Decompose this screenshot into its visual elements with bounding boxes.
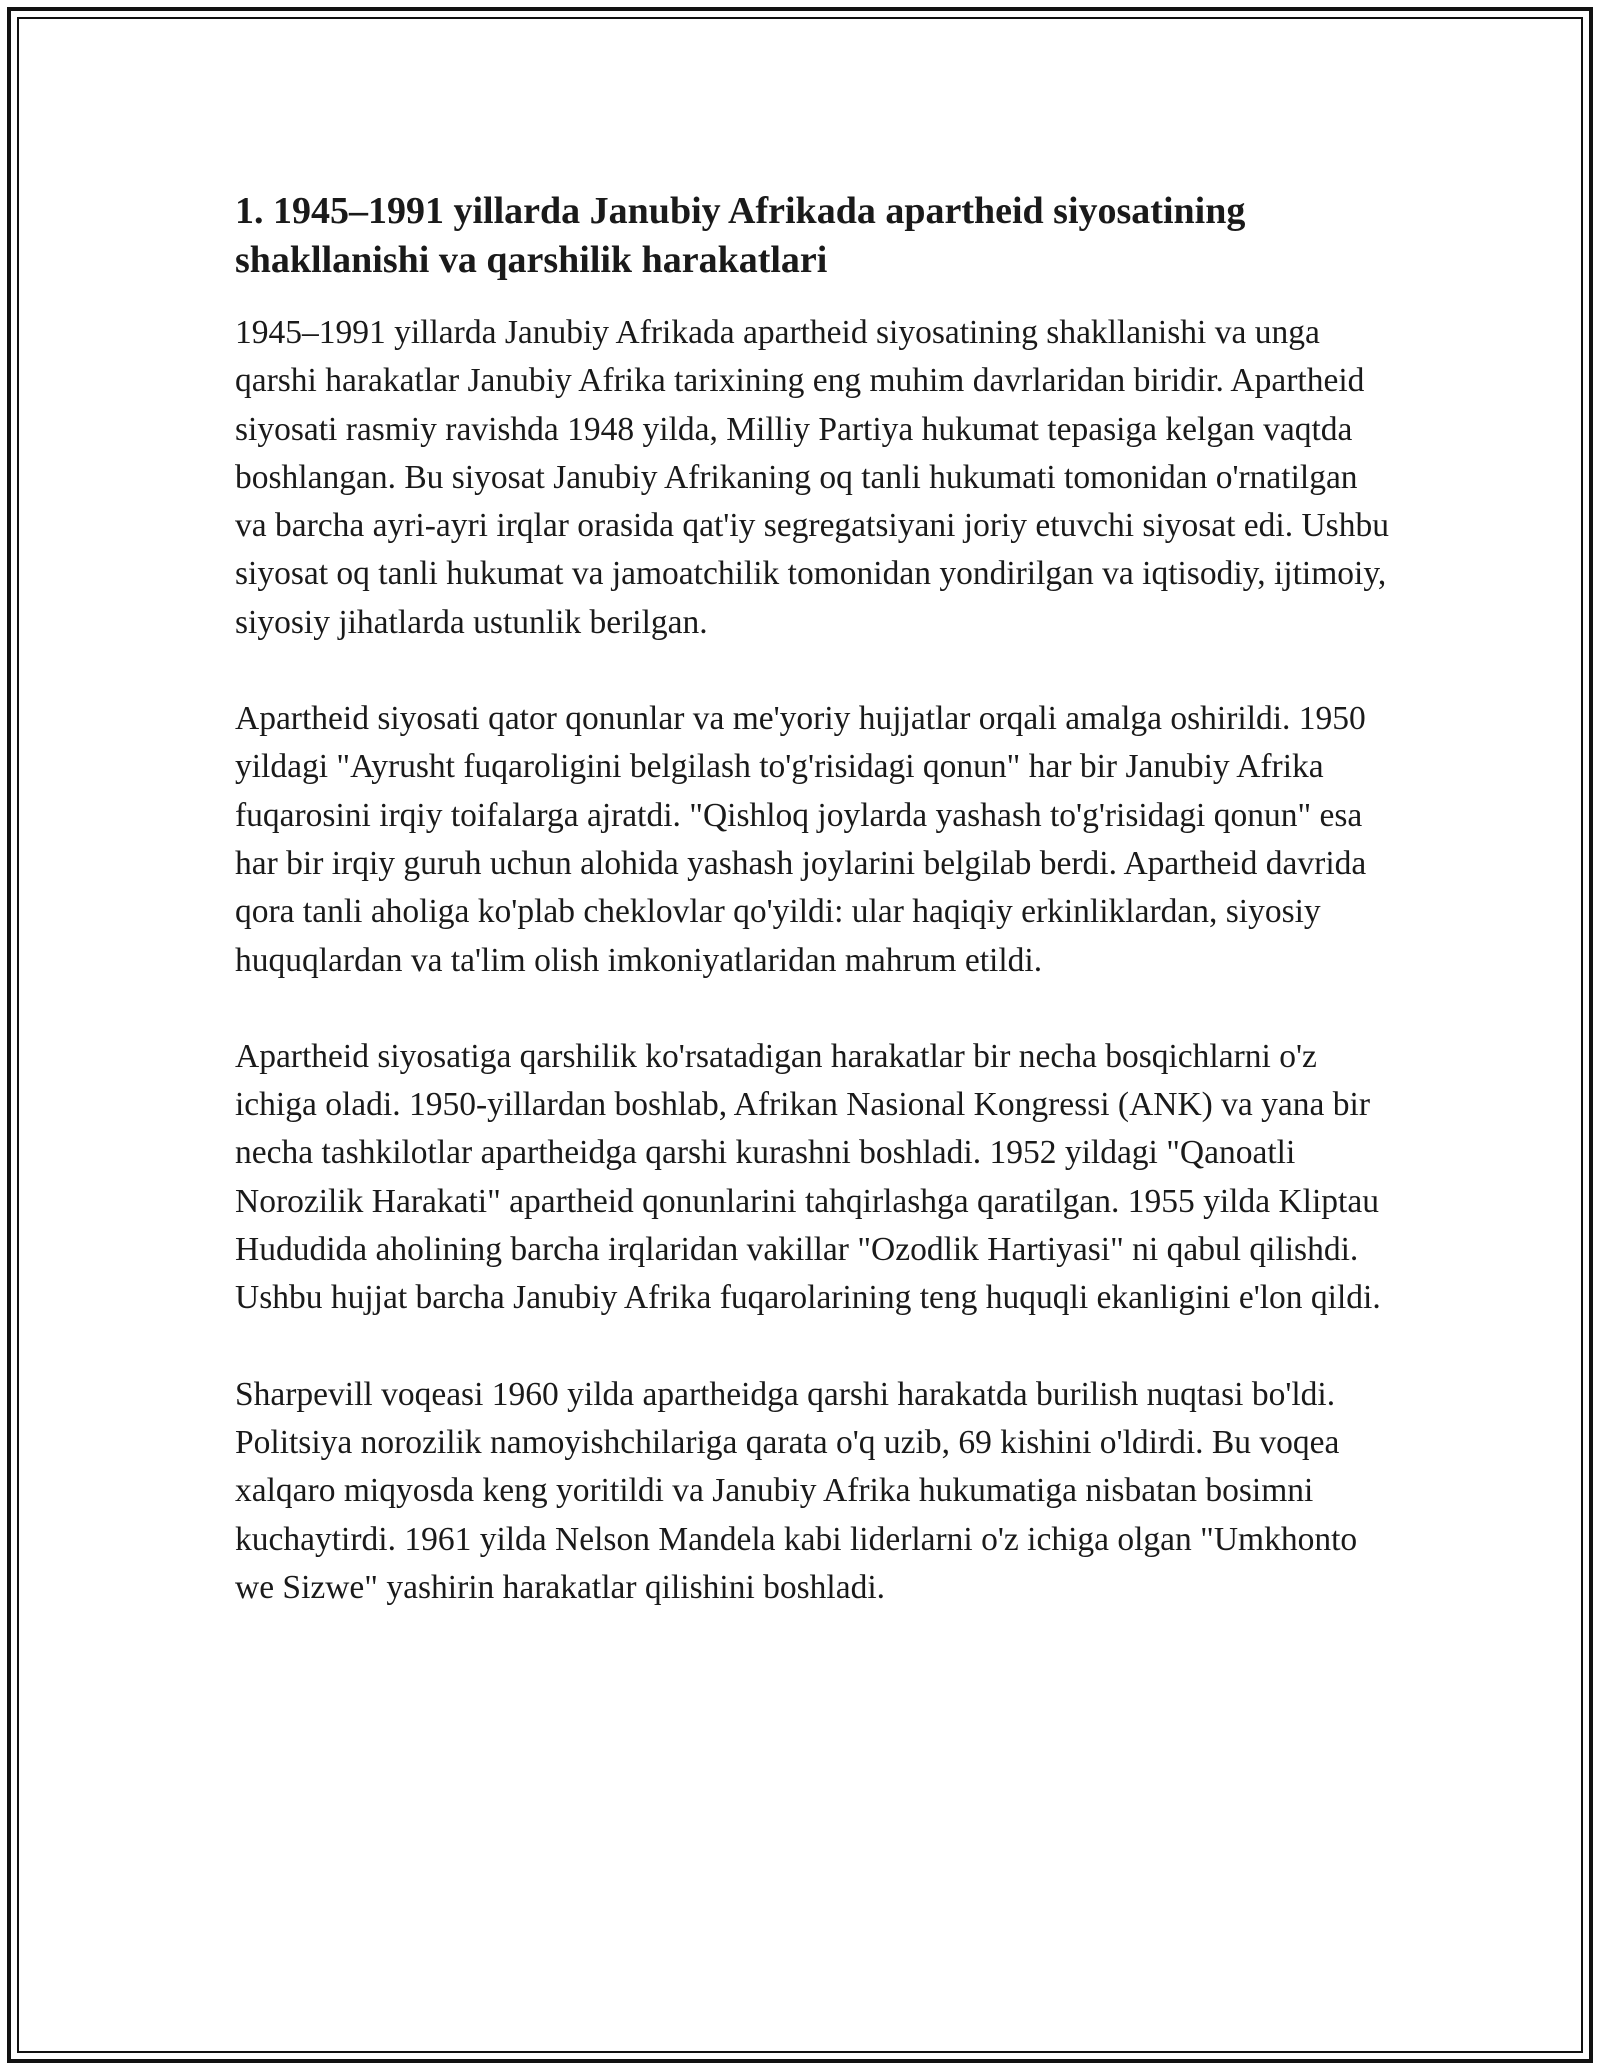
paragraph-4: Sharpevill voqeasi 1960 yilda apartheidga qarshi harakatda burilish nuqtasi bo'ldi. Politsiya norozilik namoyishchilariga qarata o'q uzib, 69 kishini o'ldirdi. Bu voqea xalqaro miqyosda keng yoritildi va Janubiy Afrika hukumatiga nisbatan bosimni kuchaytirdi. 1961 yilda Nelson Mandela kabi liderlarni o'z ichiga olgan "Umkhonto we Sizwe" yashirin harakatlar qilishini boshladi. <box>235 1375 1358 1606</box>
document-title: 1. 1945–1991 yillarda Janubiy Afrikada apartheid siyosatining shakllanishi va qarshilik harakatlari <box>235 190 1246 281</box>
paragraph-3: Apartheid siyosatiga qarshilik ko'rsatadigan harakatlar bir necha bosqichlarni o'z ichiga oladi. 1950-yillardan boshlab, Afrikan Nasional Kongressi (ANK) va yana bir necha tashkilotlar apartheidga qarshi kurashni boshladi. 1952 yildagi "Qanoatli Norozilik Harakati" apartheid qonunlarini tahqirlashga qaratilgan. 1955 yilda Kliptau Hududida aholining barcha irqlaridan vakillar "Ozodlik Hartiyasi" ni qabul qilishdi. Ushbu hujjat barcha Janubiy Afrika fuqarolarining teng huquqli ekanligini e'lon qildi. <box>235 1037 1381 1317</box>
document-body <box>235 187 1390 1660</box>
paragraph-2: Apartheid siyosati qator qonunlar va me'yoriy hujjatlar orqali amalga oshirildi. 1950 yildagi "Ayrusht fuqaroligini belgilash to'g'risidagi qonun" har bir Janubiy Afrika fuqarosini irqiy toifalarga ajratdi. "Qishloq joylarda yashash to'g'risidagi qonun" esa har bir irqiy guruh uchun alohida yashash joylarini belgilab berdi. Apartheid davrida qora tanli aholiga ko'plab cheklovlar qo'yildi: ular haqiqiy erkinliklardan, siyosiy huquqlardan va ta'lim olish imkoniyatlaridan mahrum etildi. <box>235 700 1367 979</box>
paragraph-1: 1945–1991 yillarda Janubiy Afrikada apartheid siyosatining shakllanishi va unga qarshi harakatlar Janubiy Afrika tarixining eng muhim davrlaridan biridir. Apartheid siyosati rasmiy ravishda 1948 yilda, Milliy Partiya hukumat tepasiga kelgan vaqtda boshlangan. Bu siyosat Janubiy Afrikaning oq tanli hukumati tomonidan o'rnatilgan va barcha ayri-ayri irqlar orasida qat'iy segregatsiyani joriy etuvchi siyosat edi. Ushbu siyosat oq tanli hukumat va jamoatchilik tomonidan yondirilgan va iqtisodiy, ijtimoiy, siyosiy jihatlarda ustunlik berilgan. <box>235 314 1389 641</box>
